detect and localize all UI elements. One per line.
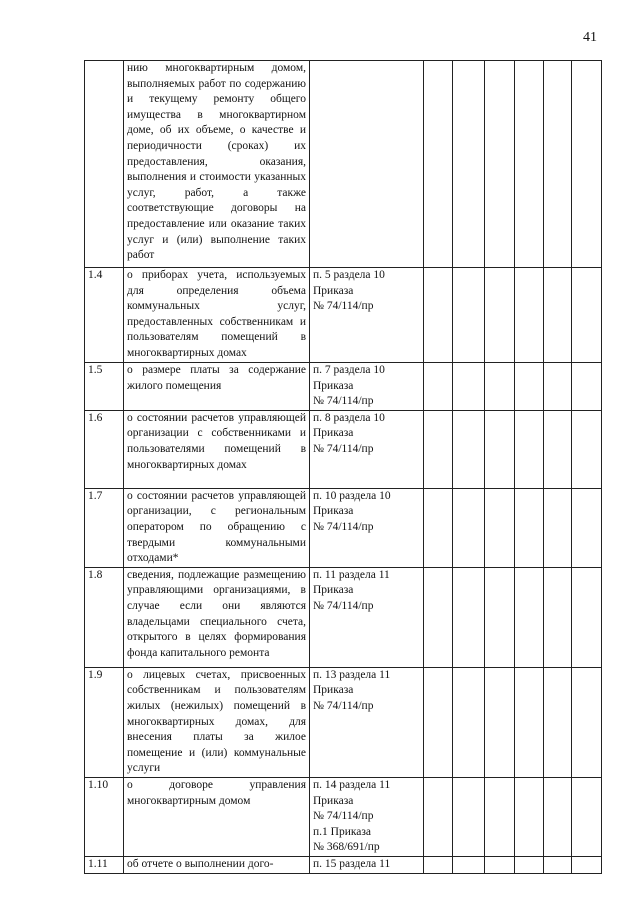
- table-row: [85, 410, 602, 488]
- reference-line: № 74/114/пр: [313, 300, 374, 313]
- empty-cell: [515, 410, 544, 488]
- description-cell: об отчете о выполнении дого-: [124, 856, 310, 873]
- table-row: [85, 856, 602, 873]
- empty-cell: [424, 667, 453, 777]
- empty-cell: [485, 488, 515, 567]
- reference-line: Приказа: [313, 584, 354, 597]
- empty-cell: [515, 777, 544, 856]
- table-row: [85, 777, 602, 856]
- reference-line: № 74/114/пр: [313, 395, 374, 408]
- empty-cell: [424, 410, 453, 488]
- table-row: [85, 488, 602, 567]
- empty-cell: [572, 667, 602, 777]
- empty-cell: [572, 363, 602, 411]
- reference-line: п. 11 раздела 11: [313, 568, 390, 581]
- empty-cell: [572, 410, 602, 488]
- empty-cell: [485, 61, 515, 268]
- row-number-cell: 1.6: [85, 410, 124, 488]
- description-cell: о состоянии расчетов управляющей организации, с региональным оператором по обращению с твердыми коммунальными отходами*: [124, 488, 310, 567]
- table-row: [85, 667, 602, 777]
- empty-cell: [453, 856, 485, 873]
- empty-cell: [485, 410, 515, 488]
- reference-line: № 74/114/пр: [313, 699, 374, 712]
- empty-cell: [453, 777, 485, 856]
- empty-cell: [544, 410, 572, 488]
- page-number: 41: [583, 30, 597, 45]
- empty-cell: [544, 777, 572, 856]
- reference-line: Приказа: [313, 427, 354, 440]
- empty-cell: [424, 268, 453, 363]
- empty-cell: [515, 61, 544, 268]
- row-number-cell: 1.8: [85, 567, 124, 667]
- description-cell: о договоре управления многоквартирным домом: [124, 777, 310, 856]
- empty-cell: [544, 667, 572, 777]
- reference-line: № 368/691/пр: [313, 841, 380, 854]
- empty-cell: [453, 488, 485, 567]
- reference-line: № 74/114/пр: [313, 599, 374, 612]
- empty-cell: [544, 268, 572, 363]
- table-row: [85, 363, 602, 411]
- table-row: [85, 61, 602, 268]
- table-row: [85, 268, 602, 363]
- empty-cell: [544, 856, 572, 873]
- empty-cell: [515, 268, 544, 363]
- empty-cell: [544, 363, 572, 411]
- empty-cell: [424, 61, 453, 268]
- empty-cell: [572, 567, 602, 667]
- empty-cell: [424, 488, 453, 567]
- reference-cell: [310, 268, 424, 363]
- empty-cell: [515, 567, 544, 667]
- reference-line: п. 5 раздела 10: [313, 269, 385, 281]
- reference-line: п.1 Приказа: [313, 825, 372, 838]
- empty-cell: [515, 667, 544, 777]
- reference-cell: [310, 410, 424, 488]
- row-number-cell: 1.4: [85, 268, 124, 363]
- empty-cell: [424, 856, 453, 873]
- empty-cell: [544, 61, 572, 268]
- table-body: [85, 61, 602, 874]
- reference-line: Приказа: [313, 284, 354, 297]
- description-cell: о состоянии расчетов управляющей организации с собственниками и пользователями помещений в многоквартирных домах: [124, 410, 310, 488]
- reference-cell: [310, 61, 424, 268]
- empty-cell: [515, 488, 544, 567]
- description-cell: сведения, подлежащие размещению управляющими организациями, в случае если они являются владельцами специального счета, открытого в целях формирования фонда капитального ремонта: [124, 567, 310, 667]
- row-number-cell: 1.11: [85, 856, 124, 873]
- empty-cell: [485, 856, 515, 873]
- reference-line: п. 13 раздела 11: [313, 668, 391, 681]
- reference-line: п. 10 раздела 10: [313, 489, 391, 502]
- row-number-cell: 1.10: [85, 777, 124, 856]
- empty-cell: [515, 856, 544, 873]
- reference-line: № 74/114/пр: [313, 520, 374, 533]
- empty-cell: [453, 61, 485, 268]
- empty-cell: [515, 363, 544, 411]
- empty-cell: [572, 268, 602, 363]
- empty-cell: [424, 777, 453, 856]
- reference-line: п. 15 раздела 11: [313, 857, 391, 870]
- reference-cell: [310, 488, 424, 567]
- reference-cell: [310, 363, 424, 411]
- empty-cell: [453, 567, 485, 667]
- reference-line: № 74/114/пр: [313, 810, 374, 823]
- reference-line: Приказа: [313, 505, 354, 518]
- empty-cell: [485, 268, 515, 363]
- empty-cell: [572, 61, 602, 268]
- reference-line: № 74/114/пр: [313, 442, 374, 455]
- reference-line: Приказа: [313, 684, 354, 697]
- row-number-cell: [85, 61, 124, 268]
- reference-line: Приказа: [313, 379, 354, 392]
- reference-cell: [310, 567, 424, 667]
- empty-cell: [424, 567, 453, 667]
- reference-line: п. 14 раздела 11: [313, 778, 391, 791]
- reference-cell: [310, 856, 424, 873]
- empty-cell: [572, 856, 602, 873]
- document-table: [84, 60, 602, 874]
- empty-cell: [572, 777, 602, 856]
- empty-cell: [572, 488, 602, 567]
- empty-cell: [453, 268, 485, 363]
- table-row: [85, 567, 602, 667]
- empty-cell: [453, 363, 485, 411]
- empty-cell: [453, 410, 485, 488]
- empty-cell: [485, 363, 515, 411]
- description-cell: нию многоквартирным домом, выполняемых работ по содержанию и текущему ремонту общего имущества в многоквартирном доме, об их объеме, о качестве и периодичности (сроках) их предоставления, оказания, выполнения и стоимости указанных услуг, работ, а также соответствующие договоры на предоставление или оказание таких услуг и (или) выполнение таких работ: [124, 61, 310, 268]
- row-number-cell: 1.9: [85, 667, 124, 777]
- reference-line: п. 8 раздела 10: [313, 411, 385, 424]
- reference-cell: [310, 667, 424, 777]
- row-number-cell: 1.5: [85, 363, 124, 411]
- empty-cell: [424, 363, 453, 411]
- empty-cell: [485, 777, 515, 856]
- empty-cell: [544, 488, 572, 567]
- empty-cell: [544, 567, 572, 667]
- empty-cell: [485, 667, 515, 777]
- description-cell: о размере платы за содержание жилого помещения: [124, 363, 310, 411]
- description-cell: о лицевых счетах, присвоенных собственникам и пользователям жилых (нежилых) помещений в многоквартирных домах, для внесения платы за жилое помещение и (или) коммунальные услуги: [124, 667, 310, 777]
- empty-cell: [485, 567, 515, 667]
- empty-cell: [453, 667, 485, 777]
- row-number-cell: 1.7: [85, 488, 124, 567]
- reference-line: п. 7 раздела 10: [313, 364, 385, 376]
- reference-line: Приказа: [313, 794, 354, 807]
- reference-cell: [310, 777, 424, 856]
- description-cell: о приборах учета, используемых для определения объема коммунальных услуг, предоставленных собственникам и пользователям помещений в многоквартирных домах: [124, 268, 310, 363]
